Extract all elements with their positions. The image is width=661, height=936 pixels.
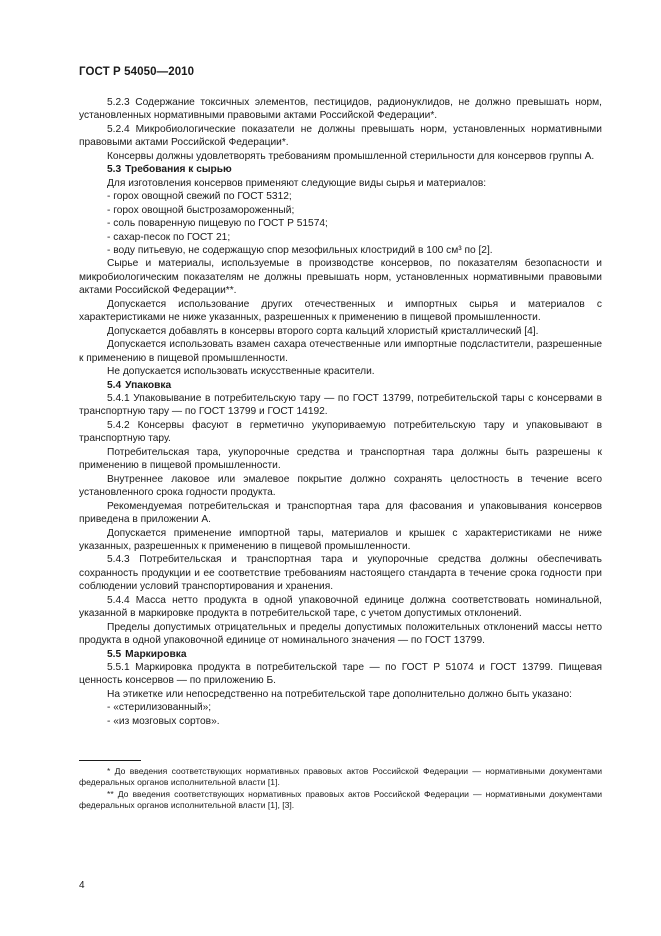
section-number: 5.3: [107, 164, 122, 176]
paragraph: Сырье и материалы, используемые в производстве консервов, по показателям безопасности и микробиологическим показателям не должны превышать норм, установленных нормативными правовыми актами Российской Федерации**.: [79, 258, 602, 297]
document-body: [79, 96, 602, 728]
document-code-header: ГОСТ Р 54050—2010: [79, 66, 195, 78]
section-title: Упаковка: [125, 379, 172, 391]
paragraph: Внутреннее лаковое или эмалевое покрытие должно сохранять целостность в течение всего установленного срока годности продукта.: [79, 473, 602, 499]
paragraph: 5.4.2 Консервы фасуют в герметично укупориваемую потребительскую тару и упаковывают в транспортную тару.: [79, 419, 602, 445]
list-item: - горох овощной быстрозамороженный;: [107, 204, 295, 216]
page-number: 4: [79, 880, 85, 891]
paragraph: Пределы допустимых отрицательных и пределы допустимых положительных отклонений массы нетто продукта в одной упаковочной единице от номинального значения — по ГОСТ 13799.: [79, 621, 602, 647]
paragraph: 5.5.1 Маркировка продукта в потребительской таре — по ГОСТ Р 51074 и ГОСТ 13799. Пищевая ценность консервов — по приложению Б.: [79, 662, 602, 687]
section-heading: [79, 163, 602, 176]
paragraph: Допускается использовать взамен сахара отечественные или импортные подсластители, разрешенные к применению в пищевой промышленности.: [79, 339, 602, 364]
paragraph: 5.2.3 Содержание токсичных элементов, пестицидов, радионуклидов, не должно превышать норм, установленных нормативными правовыми актами Российской Федерации*.: [79, 97, 602, 122]
paragraph: На этикетке или непосредственно на потребительской таре дополнительно должно быть указано:: [107, 688, 573, 700]
list-item: - «стерилизованный»;: [107, 702, 212, 714]
list-item: - горох овощной свежий по ГОСТ 5312;: [107, 191, 292, 203]
list-item: - воду питьевую, не содержащую спор мезофильных клостридий в 100 см³ по [2].: [107, 244, 493, 256]
paragraph: Рекомендуемая потребительская и транспортная тара для фасования и упаковывания консервов приведена в приложении А.: [79, 500, 602, 526]
section-number: 5.4: [107, 379, 122, 391]
paragraph: Не допускается использовать искусственные красители.: [107, 366, 375, 378]
footnote: * До введения соответствующих нормативных правовых актов Российской Федерации — нормативными документами федеральных органов исполнительной власти [1].: [79, 766, 602, 788]
footnotes: [79, 766, 602, 812]
section-heading: [79, 648, 602, 661]
paragraph: 5.4.4 Масса нетто продукта в одной упаковочной единице должна соответствовать номинальной, указанной в маркировке продукта в потребительской таре, с учетом допустимых отклонений.: [79, 594, 602, 620]
paragraph: Допускается применение импортной тары, материалов и крышек с характеристиками не ниже указанных, разрешенных к применению в пищевой промышленности.: [79, 527, 602, 552]
footnote: ** До введения соответствующих нормативных правовых актов Российской Федерации — нормативными документами федеральных органов исполнительной власти [1], [3].: [79, 788, 602, 811]
section-title: Маркировка: [125, 648, 187, 660]
paragraph: Допускается добавлять в консервы второго сорта кальций хлористый кристаллический [4].: [107, 325, 539, 337]
list-item: - «из мозговых сортов».: [107, 715, 220, 727]
paragraph: Консервы должны удовлетворять требованиям промышленной стерильности для консервов группы А.: [107, 150, 595, 162]
section-heading: [79, 379, 602, 392]
footnote-divider: [79, 760, 141, 761]
paragraph: Потребительская тара, укупорочные средства и транспортная тара должны быть разрешены к применению в пищевой промышленности.: [79, 446, 602, 472]
paragraph: 5.4.3 Потребительская и транспортная тара и укупорочные средства должны обеспечивать сохранность продукции и ее соответствие требованиям настоящего стандарта в течение срока годности при соблюдении условий транспортирования и хранения.: [79, 554, 602, 593]
paragraph: Допускается использование других отечественных и импортных сырья и материалов с характеристиками не ниже указанных, разрешенных к применению в пищевой промышленности.: [79, 298, 602, 324]
list-item: - сахар-песок по ГОСТ 21;: [107, 231, 231, 243]
list-item: - соль поваренную пищевую по ГОСТ Р 51574;: [107, 218, 328, 230]
section-title: Требования к сырью: [125, 164, 232, 176]
paragraph: 5.2.4 Микробиологические показатели не должны превышать норм, установленных нормативными правовыми актами Российской Федерации*.: [79, 123, 602, 149]
paragraph: 5.4.1 Упаковывание в потребительскую тару — по ГОСТ 13799, потребительской тары с консервами в транспортную тару — по ГОСТ 13799 и ГОСТ 14192.: [79, 392, 602, 418]
paragraph: Для изготовления консервов применяют следующие виды сырья и материалов:: [107, 177, 487, 189]
section-number: 5.5: [107, 648, 122, 660]
